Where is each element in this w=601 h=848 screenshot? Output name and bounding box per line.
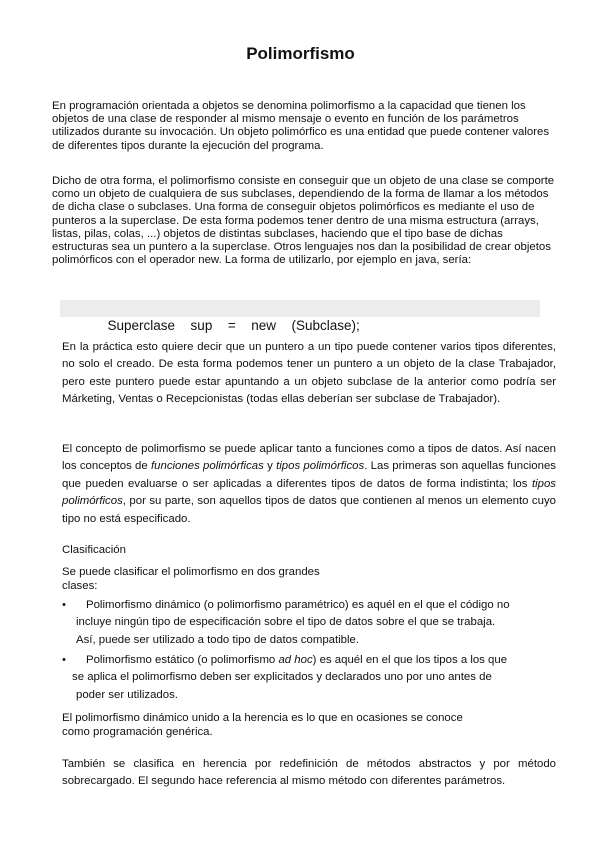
concept-term-tipos-2: tipos polimórficos (62, 477, 556, 508)
concept-text-b: y (263, 460, 277, 473)
bullet-static-line2: se aplica el polimorfismo deben ser explicitados y declarados uno por uno antes de (72, 671, 492, 684)
bullet-static-text-b: ) es aquél en el que los tipos a los que (312, 654, 508, 666)
concept-term-funciones: funciones polimórficas (151, 460, 264, 473)
bullet-dynamic-line1: Polimorfismo dinámico (o polimorfismo paramétrico) es aquél en el que el código no (86, 599, 510, 611)
concept-text-c: . Las primeras son aquellas funciones que pueden evaluarse o ser aplicadas a diferentes tipos de datos de forma indistinta; los (62, 460, 556, 490)
bullet-static (62, 652, 556, 704)
bullet-static-line1 (62, 652, 556, 669)
bullet-static-line3: poder ser utilizados. (76, 688, 178, 701)
bullet-icon: • (62, 654, 66, 666)
intro-paragraph: En programación orientada a objetos se denomina polimorfismo a la capacidad que tienen los objetos de una clase de responder al mismo mensaje o evento en función de los parámetros utilizados durante su invocación. Un objeto polimórfico es una entidad que puede contener valores de diferentes tipos durante la ejecución del programa. (52, 100, 550, 152)
bullet-dynamic-line2: incluye ningún tipo de especificación sobre el tipo de datos sobre el que se trabaja. (76, 616, 496, 629)
concept-paragraph (62, 441, 556, 528)
practice-paragraph: En la práctica esto quiere decir que un puntero a un tipo puede contener varios tipos diferentes, no solo el creado. De esta forma podemos tener un puntero a un objeto de la clase Trabajador, pero este puntero puede estar apuntando a un objeto subclase de la anterior como podría ser Márketing, Ventas o Recepcionistas (todas ellas deberían ser subclase de Trabajador). (62, 341, 556, 406)
bullet-icon: • (62, 599, 66, 611)
concept-text-a: El concepto de polimorfismo se puede aplicar tanto a funciones como a tipos de datos. Así nacen los conceptos de (62, 443, 556, 473)
bullet-static-text-a: Polimorfismo estático (o polimorfismo (86, 654, 279, 666)
concept-term-tipos: tipos polimórficos (276, 460, 365, 473)
code-line: Superclase sup = new (Subclase); (107, 318, 360, 333)
classification-intro-line2: clases: (62, 579, 98, 592)
bullet-dynamic (62, 597, 556, 649)
code-example (60, 300, 540, 333)
generic-line2: como programación genérica. (62, 725, 213, 738)
generic-programming-paragraph (62, 712, 556, 739)
page-title: Polimorfismo (246, 44, 355, 63)
bullet-dynamic-line3: Así, puede ser utilizado a todo tipo de datos compatible. (76, 633, 360, 646)
section-heading-clasificacion: Clasificación (62, 544, 126, 556)
bullet-static-adhoc: ad hoc (278, 654, 313, 666)
concept-text-d: , por su parte, son aquellos tipos de datos que contienen al menos un elemento cuyo tipo no está especificado. (62, 495, 556, 525)
generic-line1: El polimorfismo dinámico unido a la herencia es lo que en ocasiones se conoce (62, 712, 463, 724)
inheritance-paragraph: También se clasifica en herencia por redefinición de métodos abstractos y por método sobrecargado. El segundo hace referencia al mismo método con diferentes parámetros. (62, 758, 556, 788)
classification-intro-line1: Se puede clasificar el polimorfismo en dos grandes (62, 566, 320, 578)
classification-intro (62, 566, 556, 593)
definition-paragraph: Dicho de otra forma, el polimorfismo consiste en conseguir que un objeto de una clase se comporte como un objeto de cualquiera de sus subclases, dependiendo de la forma de llamar a los métodos de dicha clase o subclases. Una forma de conseguir objetos polimórficos es mediante el uso de punteros a la superclase. De esta forma podemos tener dentro de una misma estructura (arrays, listas, pilas, colas, ...) objetos de distintas subclases, haciendo que el tipo base de dichas estructuras sea un puntero a la superclase. Otros lenguajes nos dan la posibilidad de crear objetos polimórficos con el operador new. La forma de utilizarlo, por ejemplo en java, sería: (52, 175, 555, 267)
